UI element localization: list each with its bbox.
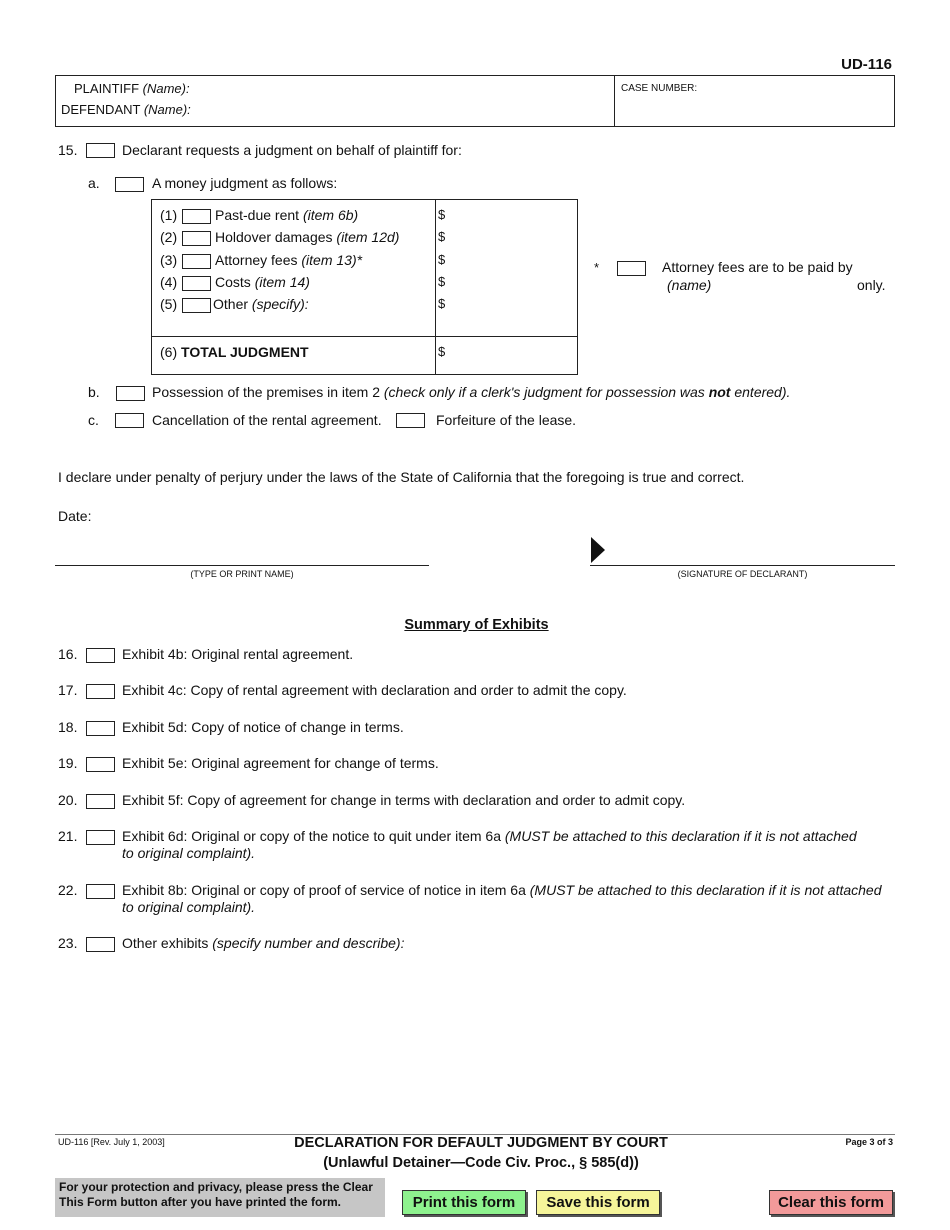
defendant-field[interactable]	[61, 102, 191, 117]
form-id: UD-116	[841, 56, 892, 73]
money-row-number: (2)	[160, 229, 178, 245]
exhibit-text-continued: to original complaint).	[122, 845, 256, 861]
money-row-label: Attorney fees (item 13)*	[215, 252, 363, 268]
money-row-label: Past-due rent (item 6b)	[215, 207, 359, 223]
exhibit-text: Exhibit 5e: Original agreement for change of terms.	[122, 755, 439, 771]
money-row-1	[160, 206, 420, 226]
signature-field[interactable]	[610, 540, 894, 564]
exhibit-checkbox[interactable]	[86, 684, 115, 699]
exhibit-text: Exhibit 4b: Original rental agreement.	[122, 646, 354, 662]
item-15b-letter: b.	[88, 384, 100, 400]
exhibit-number: 17.	[58, 682, 78, 698]
exhibit-number: 20.	[58, 792, 78, 808]
case-number-field[interactable]	[621, 83, 697, 94]
money-row-checkbox[interactable]	[182, 298, 211, 313]
item-15a-checkbox[interactable]	[115, 177, 144, 192]
exhibit-checkbox[interactable]	[86, 721, 115, 736]
plaintiff-field[interactable]	[74, 81, 190, 96]
case-number-label: CASE NUMBER:	[621, 83, 698, 94]
caption-box	[55, 75, 895, 127]
signature-caption: (SIGNATURE OF DECLARANT)	[677, 569, 808, 579]
perjury-declaration: I declare under penalty of perjury under the laws of the State of California that the foregoing is true and correct.	[58, 469, 745, 485]
exhibit-checkbox[interactable]	[86, 794, 115, 809]
item-15-checkbox[interactable]	[86, 143, 115, 158]
exhibit-number: 22.	[58, 882, 78, 898]
date-label: Date:	[58, 508, 92, 524]
print-name-caption: (TYPE OR PRINT NAME)	[190, 569, 294, 579]
exhibit-number: 23.	[58, 935, 78, 951]
item-15b-checkbox[interactable]	[116, 386, 145, 401]
total-judgment-row	[160, 344, 309, 360]
cancellation-text: Cancellation of the rental agreement.	[152, 412, 382, 428]
footer-title: DECLARATION FOR DEFAULT JUDGMENT BY COURT	[294, 1135, 668, 1151]
exhibit-checkbox[interactable]	[86, 830, 115, 845]
money-row-label: Costs (item 14)	[215, 274, 310, 290]
exhibit-checkbox[interactable]	[86, 648, 115, 663]
save-form-button[interactable]: Save this form	[536, 1190, 660, 1215]
money-row-number: (4)	[160, 274, 178, 290]
exhibit-text: Other exhibits (specify number and describe):	[122, 935, 405, 951]
money-row-4	[160, 273, 420, 293]
item-15-number: 15.	[58, 142, 78, 158]
item-15b-text: Possession of the premises in item 2 (check only if a clerk's judgment for possession was not entered).	[152, 384, 791, 400]
forfeiture-text: Forfeiture of the lease.	[436, 412, 577, 428]
exhibit-text: Exhibit 4c: Copy of rental agreement with declaration and order to admit the copy.	[122, 682, 627, 698]
exhibit-number: 19.	[58, 755, 78, 771]
clear-form-button[interactable]: Clear this form	[769, 1190, 893, 1215]
privacy-notice: For your protection and privacy, please press the Clear This Form button after you have printed the form.	[55, 1178, 385, 1217]
item-15a-text: A money judgment as follows:	[152, 175, 338, 191]
attorney-fees-checkbox[interactable]	[617, 261, 646, 276]
money-row-checkbox[interactable]	[182, 254, 211, 269]
exhibit-checkbox[interactable]	[86, 937, 115, 952]
item-15c-letter: c.	[88, 412, 99, 428]
item-15-text: Declarant requests a judgment on behalf of plaintiff for:	[122, 142, 462, 158]
signature-line	[590, 565, 895, 566]
money-row-5	[160, 295, 420, 315]
money-row-number: (3)	[160, 252, 178, 268]
form-revision: UD-116 [Rev. July 1, 2003]	[58, 1137, 165, 1147]
page-number: Page 3 of 3	[845, 1137, 893, 1147]
amount-field-1[interactable]: $	[438, 207, 446, 222]
print-name-field[interactable]	[55, 540, 429, 564]
exhibit-checkbox[interactable]	[86, 884, 115, 899]
attorney-only-text: only.	[857, 277, 886, 293]
amount-field-5[interactable]: $	[438, 296, 446, 311]
total-judgment-label: TOTAL JUDGMENT	[181, 344, 309, 360]
attorney-star: *	[594, 260, 600, 275]
signature-arrow-icon	[591, 537, 605, 563]
money-row-number: (5)	[160, 296, 178, 312]
exhibit-text-continued: to original complaint).	[122, 899, 256, 915]
cancellation-checkbox[interactable]	[115, 413, 144, 428]
plaintiff-name-hint: (Name):	[142, 81, 190, 96]
money-row-checkbox[interactable]	[182, 231, 211, 246]
exhibit-text: Exhibit 6d: Original or copy of the notice to quit under item 6a (MUST be attached to this declaration if it is not attached	[122, 828, 857, 844]
amount-field-4[interactable]: $	[438, 274, 446, 289]
exhibit-number: 21.	[58, 828, 78, 844]
attorney-fees-text: Attorney fees are to be paid by	[662, 259, 853, 275]
money-row-number: (1)	[160, 207, 178, 223]
plaintiff-label: PLAINTIFF	[74, 81, 140, 96]
defendant-label: DEFENDANT	[61, 102, 141, 117]
exhibit-text: Exhibit 5f: Copy of agreement for change in terms with declaration and order to admit copy.	[122, 792, 686, 808]
money-row-label: Other (specify):	[213, 296, 309, 312]
exhibit-checkbox[interactable]	[86, 757, 115, 772]
amount-field-2[interactable]: $	[438, 229, 446, 244]
summary-title: Summary of Exhibits	[404, 617, 549, 633]
total-amount-field[interactable]: $	[438, 344, 446, 359]
other-exhibits-field[interactable]	[58, 956, 894, 1076]
money-row-3	[160, 251, 420, 271]
money-row-label: Holdover damages (item 12d)	[215, 229, 400, 245]
money-row-2	[160, 228, 420, 248]
exhibit-text: Exhibit 5d: Copy of notice of change in terms.	[122, 719, 404, 735]
defendant-name-hint: (Name):	[143, 102, 191, 117]
amount-field-3[interactable]: $	[438, 252, 446, 267]
forfeiture-checkbox[interactable]	[396, 413, 425, 428]
attorney-name-hint: (name)	[667, 277, 712, 293]
money-row-checkbox[interactable]	[182, 209, 211, 224]
print-form-button[interactable]: Print this form	[402, 1190, 526, 1215]
exhibit-text: Exhibit 8b: Original or copy of proof of service of notice in item 6a (MUST be attached to this declaration if it is not attached	[122, 882, 882, 898]
money-row-checkbox[interactable]	[182, 276, 211, 291]
footer-subtitle: (Unlawful Detainer—Code Civ. Proc., § 585(d))	[323, 1155, 639, 1171]
attorney-name-field[interactable]	[715, 277, 850, 295]
exhibit-number: 16.	[58, 646, 78, 662]
print-name-line	[55, 565, 429, 566]
date-field[interactable]	[100, 506, 400, 526]
item-15a-letter: a.	[88, 175, 100, 191]
exhibit-number: 18.	[58, 719, 78, 735]
total-judgment-number: (6)	[160, 344, 178, 360]
